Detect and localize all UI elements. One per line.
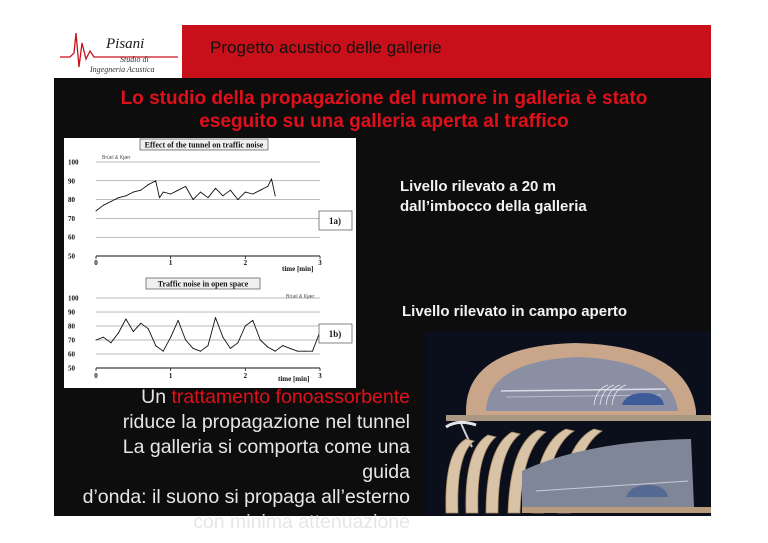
y-tick-label: 60	[68, 350, 75, 359]
data-point	[148, 184, 149, 185]
data-point	[170, 337, 171, 338]
x-tick-label: 3	[318, 259, 322, 267]
data-point	[260, 340, 261, 341]
headline-line-2: eseguito su una galleria aperta al traffico	[199, 111, 569, 132]
body-highlight: trattamento fonoassorbente	[171, 386, 410, 408]
data-point	[222, 337, 223, 338]
chart-a-brand: Brüel & Kjær	[102, 155, 131, 161]
logo-tagline: Ingegneria Acustica	[90, 65, 155, 74]
data-point	[297, 351, 298, 352]
title-bar	[182, 25, 711, 78]
chart-b-xlabel: time [min]	[278, 375, 310, 383]
chart-b-title: Traffic noise in open space	[157, 279, 249, 289]
chart-a-title: Effect of the tunnel on traffic noise	[144, 140, 264, 150]
data-point	[118, 197, 119, 198]
data-point	[305, 351, 306, 352]
data-point	[252, 320, 253, 321]
data-point	[215, 317, 216, 318]
data-point	[290, 348, 291, 349]
data-point	[267, 186, 268, 187]
data-point	[200, 351, 201, 352]
data-point	[200, 192, 201, 193]
x-tick-label: 1	[168, 259, 173, 267]
data-point	[245, 326, 246, 327]
body-line-4: d’onda: il suono si propaga all’esterno	[82, 486, 410, 508]
y-tick-label: 80	[68, 196, 75, 205]
data-point	[133, 331, 134, 332]
data-point	[163, 351, 164, 352]
logo-name: Pisani	[106, 36, 145, 52]
x-tick-label: 0	[94, 372, 98, 380]
logo-subtitle: Studio di	[120, 55, 149, 64]
y-tick-label: 50	[68, 252, 75, 261]
data-point	[267, 347, 268, 348]
data-point	[208, 197, 209, 198]
data-point	[252, 193, 253, 194]
data-point	[275, 195, 276, 196]
page-title: Progetto acustico delle gallerie	[210, 38, 442, 57]
body-line-5: con minima attenuazione	[193, 511, 410, 533]
body-line-3: La galleria si comporta come una guida	[122, 436, 410, 483]
headline	[94, 87, 674, 133]
data-point	[163, 192, 164, 193]
data-point	[125, 195, 126, 196]
data-point	[237, 342, 238, 343]
data-point	[125, 319, 126, 320]
noise-figure	[64, 138, 356, 388]
chart-b-brand: Brüel & Kjær	[286, 294, 315, 300]
data-point	[155, 180, 156, 181]
headline-line-1: Lo studio della propagazione del rumore in galleria è stato	[120, 88, 648, 109]
noise-charts	[64, 138, 356, 388]
data-point	[170, 193, 171, 194]
data-point	[312, 351, 313, 352]
tunnel-illustration	[426, 331, 711, 516]
body-text	[74, 385, 410, 535]
data-point	[185, 186, 186, 187]
data-point	[222, 195, 223, 196]
data-point	[110, 201, 111, 202]
header	[54, 25, 711, 78]
chart-a-tag: 1a)	[329, 216, 341, 226]
data-point	[96, 340, 97, 341]
data-point	[178, 190, 179, 191]
body-line-2: riduce la propagazione nel tunnel	[122, 411, 410, 433]
data-point	[193, 348, 194, 349]
data-point	[275, 351, 276, 352]
data-point	[96, 210, 97, 211]
data-point	[282, 345, 283, 346]
y-tick-label: 80	[68, 322, 75, 331]
y-tick-label: 100	[68, 158, 79, 167]
slide	[54, 25, 711, 533]
body-line-1	[74, 385, 410, 410]
y-tick-label: 90	[68, 308, 75, 317]
data-point	[208, 345, 209, 346]
x-tick-label: 2	[243, 372, 248, 380]
y-tick-label: 70	[68, 214, 75, 223]
data-point	[148, 328, 149, 329]
x-tick-label: 3	[318, 372, 322, 380]
x-tick-label: 0	[94, 259, 98, 267]
y-tick-label: 50	[68, 364, 75, 373]
y-tick-label: 70	[68, 336, 75, 345]
data-point	[230, 190, 231, 191]
data-point	[110, 342, 111, 343]
chart-a-xlabel: time [min]	[282, 265, 314, 273]
y-tick-label: 90	[68, 177, 75, 186]
data-point	[155, 345, 156, 346]
data-point	[118, 333, 119, 334]
body-line-1-prefix: Un	[141, 386, 172, 408]
data-point	[159, 197, 160, 198]
data-point	[260, 190, 261, 191]
x-tick-label: 1	[168, 372, 173, 380]
data-point	[230, 348, 231, 349]
data-point	[103, 337, 104, 338]
data-point	[140, 190, 141, 191]
data-point	[237, 199, 238, 200]
label-tunnel-level: Livello rilevato a 20 m dall’imbocco della galleria	[400, 178, 587, 215]
data-point	[215, 188, 216, 189]
data-point	[193, 199, 194, 200]
data-point	[178, 320, 179, 321]
x-tick-label: 2	[243, 259, 248, 267]
logo	[54, 25, 181, 78]
data-point	[140, 323, 141, 324]
y-tick-label: 100	[68, 294, 79, 303]
y-tick-label: 60	[68, 233, 75, 242]
data-point	[185, 340, 186, 341]
data-point	[271, 178, 272, 179]
data-point	[133, 192, 134, 193]
data-point	[245, 192, 246, 193]
chart-b-tag: 1b)	[328, 329, 342, 339]
label-open-space-level: Livello rilevato in campo aperto	[402, 303, 628, 320]
data-point	[103, 205, 104, 206]
